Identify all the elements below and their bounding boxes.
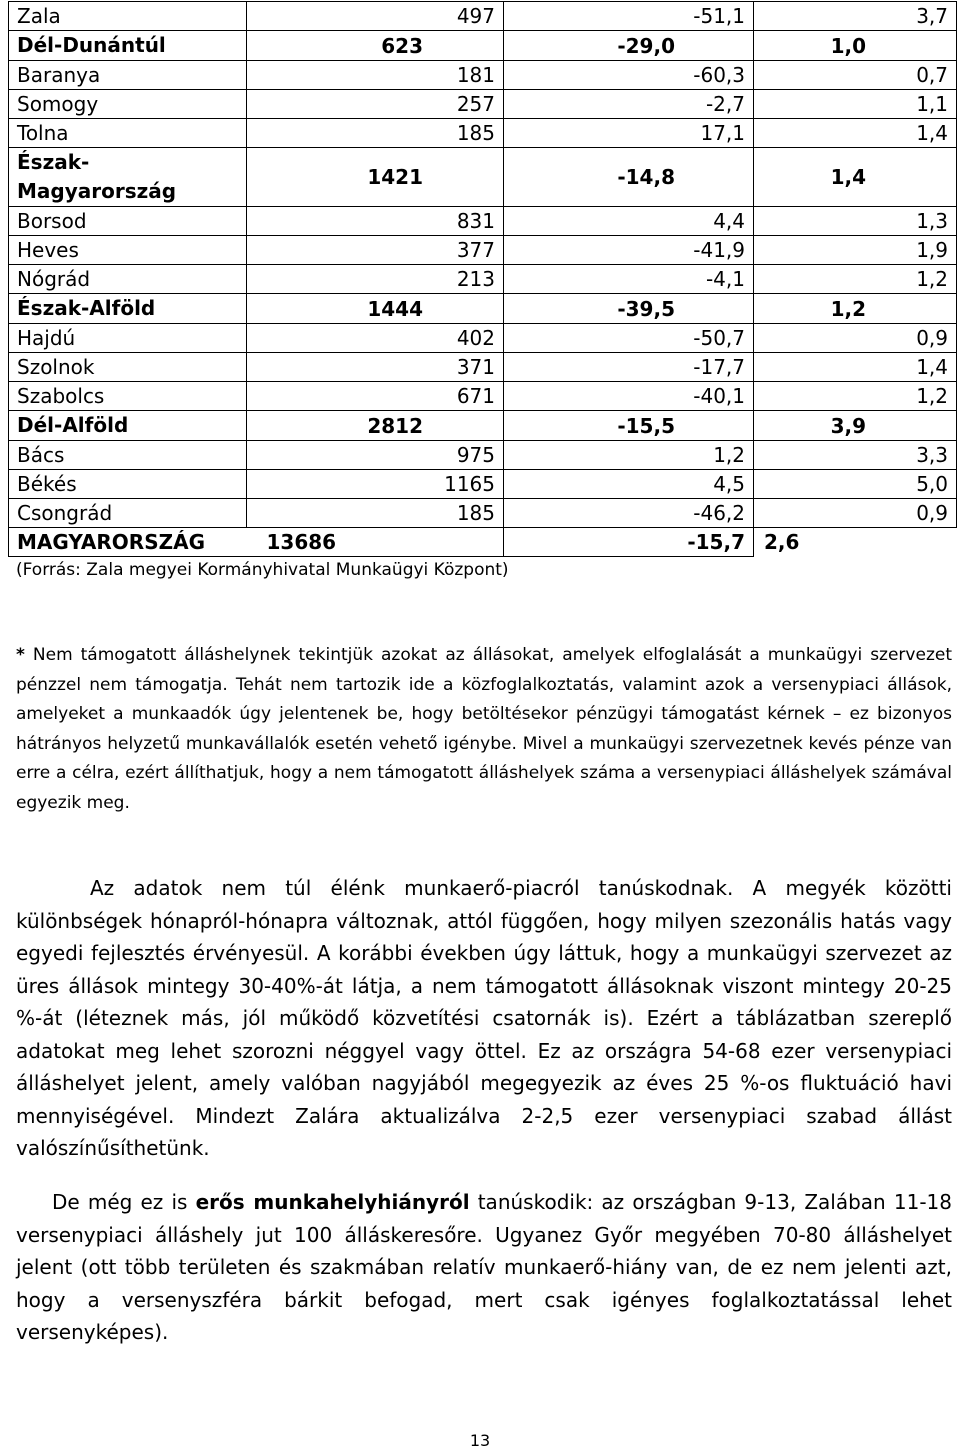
table-row-county <box>9 382 957 411</box>
cell-value-3: 0,9 <box>754 324 957 353</box>
cell-value-2: -46,2 <box>504 499 754 528</box>
cell-value-2: -15,5 <box>504 411 754 441</box>
cell-value-3: 3,3 <box>754 441 957 470</box>
table-row-region <box>9 148 957 207</box>
paragraph-text-start: De még ez is <box>52 1190 196 1214</box>
cell-value-2: -50,7 <box>504 324 754 353</box>
page-number: 13 <box>469 1431 491 1450</box>
footnote-text: Nem támogatott álláshelynek tekintjük azokat az állásokat, amelyek elfoglalását a munkaügyi szervezet pénzzel nem támogatja. Tehát nem tartozik ide a közfoglalkoztatás, valamint azok a versenypiaci állások, amelyeket a munkaadók úgy jelentenek be, hogy betöltésekor pénzügyi támogatást kérnek – ez bizonyos hátrányos helyzetű munkavállalók esetén vehető igénybe. Mivel a munkaügyi szervezetnek kevés pénze van erre a célra, ezért állíthatjuk, hogy a nem támogatott álláshelyek száma a versenypiaci álláshelyek számával egyezik meg. <box>16 645 952 813</box>
cell-value-1: 2812 <box>247 411 504 441</box>
cell-name: Baranya <box>9 61 247 90</box>
table-row-region <box>9 31 957 61</box>
cell-name: Tolna <box>9 119 247 148</box>
total-value-1: 13686 <box>247 528 504 557</box>
footnote-star: * <box>16 645 25 665</box>
cell-value-1: 1444 <box>247 294 504 324</box>
table-row-county <box>9 353 957 382</box>
cell-name: Borsod <box>9 207 247 236</box>
cell-value-2: -51,1 <box>504 2 754 31</box>
cell-value-1: 181 <box>247 61 504 90</box>
table-row-county <box>9 265 957 294</box>
table-row-total <box>9 528 957 557</box>
cell-value-2: -60,3 <box>504 61 754 90</box>
paragraph-text-end: tanúskodik: az országban 9-13, Zalában 11-18 versenypiaci álláshely jut 100 álláskeresőre. Ugyanez Győr megyében 70-80 álláshelyet jelent (ott több területen és szakmában relatív munkaerő-hiány van, de ez nem jelenti azt, hogy a versenyszféra bárkit befogad, mert csak igényes foglalkoztatással lehet versenyképes). <box>16 1190 952 1344</box>
cell-value-2: 4,5 <box>504 470 754 499</box>
table-row-county <box>9 236 957 265</box>
cell-value-1: 185 <box>247 499 504 528</box>
cell-value-3: 1,2 <box>754 382 957 411</box>
cell-value-2: 4,4 <box>504 207 754 236</box>
cell-name: Zala <box>9 2 247 31</box>
cell-value-1: 185 <box>247 119 504 148</box>
table-row-county <box>9 90 957 119</box>
paragraph-job-shortage <box>16 1186 952 1349</box>
cell-name: Csongrád <box>9 499 247 528</box>
cell-value-2: -29,0 <box>504 31 754 61</box>
footnote <box>16 641 952 818</box>
cell-value-3: 3,9 <box>754 411 957 441</box>
cell-value-3: 1,2 <box>754 265 957 294</box>
cell-value-1: 831 <box>247 207 504 236</box>
cell-value-2: -39,5 <box>504 294 754 324</box>
cell-value-2: -17,7 <box>504 353 754 382</box>
cell-name: Dél-Alföld <box>9 411 247 441</box>
cell-name: Bács <box>9 441 247 470</box>
cell-name: Nógrád <box>9 265 247 294</box>
total-value-3: 2,6 <box>764 530 800 555</box>
cell-name: Heves <box>9 236 247 265</box>
table-row-county <box>9 441 957 470</box>
table-row-county <box>9 119 957 148</box>
cell-value-2: 1,2 <box>504 441 754 470</box>
cell-value-3: 1,4 <box>754 353 957 382</box>
cell-value-3: 1,0 <box>754 31 957 61</box>
cell-value-3: 5,0 <box>754 470 957 499</box>
cell-value-3: 0,9 <box>754 499 957 528</box>
cell-value-1: 402 <box>247 324 504 353</box>
cell-value-2: -41,9 <box>504 236 754 265</box>
cell-value-1: 371 <box>247 353 504 382</box>
table-source-note: (Forrás: Zala megyei Kormányhivatal Munkaügyi Központ) <box>16 560 509 580</box>
job-vacancy-table <box>8 1 957 557</box>
paragraph-labour-market: Az adatok nem túl élénk munkaerő-piacról tanúskodnak. A megyék közötti különbségek hónapról-hónapra változnak, attól függően, hogy milyen szezonális hatás vagy egyedi fejlesztés érvényesül. A korábbi években úgy láttuk, hogy a munkaügyi szervezet az üres állások mintegy 30-40%-át látja, a nem támogatott állásoknak viszont mintegy 20-25 %-át (léteznek más, jól működő közvetítési csatornák is). Ezért a táblázatban szereplő adatokat meg lehet szorozni néggyel vagy öttel. Ez az országra 54-68 ezer versenypiaci álláshelyet jelent, amely valóban nagyjából megegyezik az éves 25 %-os fluktuáció havi mennyiségével. Mindezt Zalára aktualizálva 2-2,5 ezer versenypiaci szabad állást valószínűsíthetünk. <box>16 876 952 1160</box>
cell-value-1: 497 <box>247 2 504 31</box>
cell-value-3: 3,7 <box>754 2 957 31</box>
cell-name: Békés <box>9 470 247 499</box>
total-value-2: -15,7 <box>504 528 754 557</box>
cell-value-2: 17,1 <box>504 119 754 148</box>
cell-value-3: 1,1 <box>754 90 957 119</box>
cell-value-1: 213 <box>247 265 504 294</box>
cell-value-1: 975 <box>247 441 504 470</box>
table-row-county <box>9 499 957 528</box>
table-row-region <box>9 294 957 324</box>
cell-name: Észak-Magyarország <box>9 148 247 207</box>
table-row-county <box>9 207 957 236</box>
table-row-region <box>9 411 957 441</box>
cell-value-3: 0,7 <box>754 61 957 90</box>
cell-value-3: 1,9 <box>754 236 957 265</box>
cell-value-2: -14,8 <box>504 148 754 207</box>
cell-value-1: 377 <box>247 236 504 265</box>
cell-value-2: -40,1 <box>504 382 754 411</box>
cell-value-3: 1,4 <box>754 148 957 207</box>
table-row-county <box>9 324 957 353</box>
cell-value-1: 623 <box>247 31 504 61</box>
cell-value-1: 1165 <box>247 470 504 499</box>
cell-name: Dél-Dunántúl <box>9 31 247 61</box>
paragraph-emphasis: erős munkahelyhiányról <box>195 1190 470 1214</box>
table-row-county <box>9 2 957 31</box>
table-row-county <box>9 61 957 90</box>
table-body <box>9 2 957 557</box>
cell-value-3: 1,2 <box>754 294 957 324</box>
table-row-county <box>9 470 957 499</box>
cell-name: Szolnok <box>9 353 247 382</box>
cell-value-1: 671 <box>247 382 504 411</box>
cell-name: Észak-Alföld <box>9 294 247 324</box>
total-name: MAGYARORSZÁG <box>9 528 247 557</box>
cell-value-2: -4,1 <box>504 265 754 294</box>
cell-value-1: 257 <box>247 90 504 119</box>
cell-name: Hajdú <box>9 324 247 353</box>
cell-value-2: -2,7 <box>504 90 754 119</box>
cell-name: Szabolcs <box>9 382 247 411</box>
cell-name: Somogy <box>9 90 247 119</box>
cell-value-3: 1,3 <box>754 207 957 236</box>
cell-value-3: 1,4 <box>754 119 957 148</box>
cell-value-1: 1421 <box>247 148 504 207</box>
